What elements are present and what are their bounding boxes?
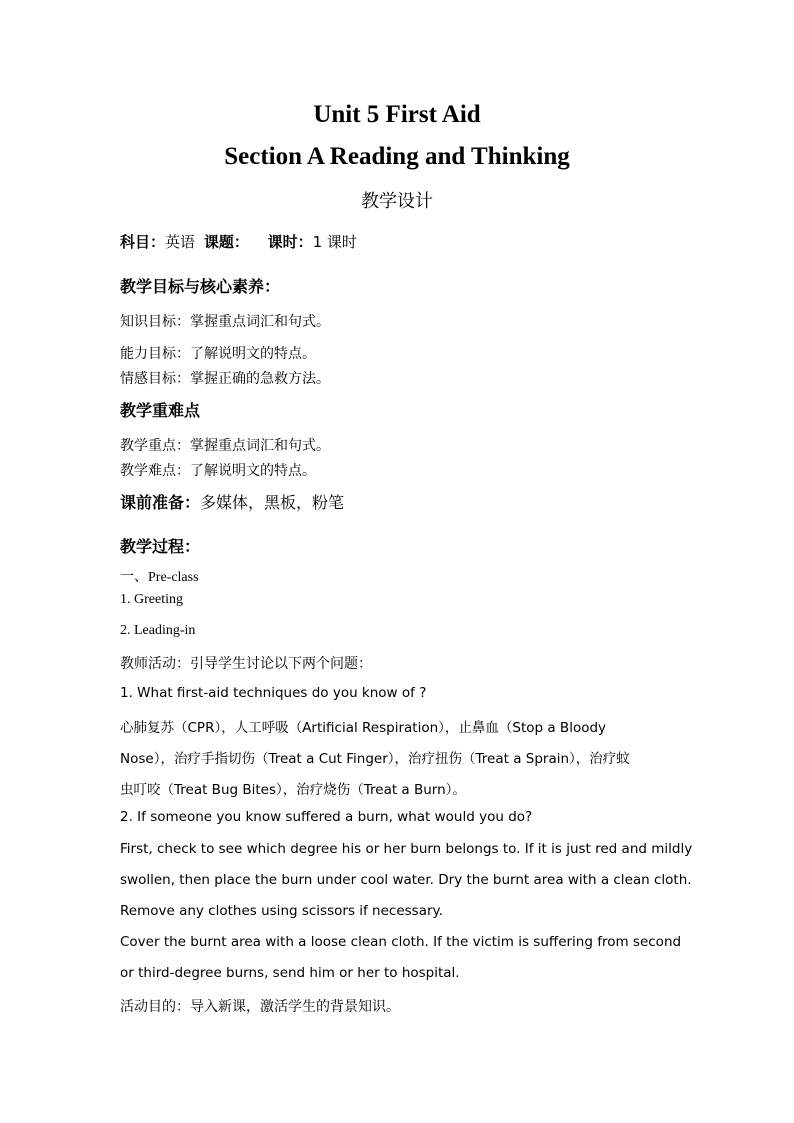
keypoint-item: 教学难点：了解说明文的特点。 bbox=[120, 463, 316, 479]
answer-2-line: swollen, then place the burn under cool water. Dry the burnt area with a clean cloth. bbox=[120, 872, 692, 888]
answer-2-line: Remove any clothes using scissors if necessary. bbox=[120, 903, 443, 919]
objective-item: 情感目标：掌握正确的急救方法。 bbox=[120, 371, 330, 387]
objectives-heading: 教学目标与核心素养： bbox=[120, 277, 281, 296]
question-1: 1. What first-aid techniques do you know of ? bbox=[120, 685, 427, 701]
teacher-activity: 教师活动：引导学生讨论以下两个问题： bbox=[120, 656, 372, 672]
keypoint-item: 教学重点：掌握重点词汇和句式。 bbox=[120, 438, 330, 454]
process-heading: 教学过程： bbox=[120, 537, 201, 556]
preparation-line bbox=[120, 490, 344, 513]
subject-value: 英语 bbox=[165, 233, 196, 251]
answer-2-line: or third-degree burns, send him or her to hospital. bbox=[120, 965, 460, 981]
answer-1-line: Nose），治疗手指切伤（Treat a Cut Finger），治疗扭伤（Treat a Sprain），治疗蚊 bbox=[120, 751, 630, 767]
process-step: 2. Leading-in bbox=[120, 623, 196, 638]
answer-2-line: Cover the burnt area with a loose clean cloth. If the victim is suffering from second bbox=[120, 934, 682, 950]
preparation-label: 课前准备： bbox=[120, 493, 201, 512]
activity-purpose: 活动目的：导入新课，激活学生的背景知识。 bbox=[120, 999, 400, 1015]
keypoints-heading: 教学重难点 bbox=[120, 401, 201, 420]
document-subtitle-section: Section A Reading and Thinking bbox=[224, 143, 570, 170]
process-step: 1. Greeting bbox=[120, 592, 183, 607]
objective-item: 知识目标：掌握重点词汇和句式。 bbox=[120, 314, 330, 330]
question-2: 2. If someone you know suffered a burn, what would you do? bbox=[120, 809, 533, 825]
period-value: 1 课时 bbox=[312, 233, 357, 251]
answer-1-line: 心肺复苏（CPR），人工呼吸（Artificial Respiration），止鼻血（Stop a Bloody bbox=[120, 720, 607, 736]
answer-1-line: 虫叮咬（Treat Bug Bites），治疗烧伤（Treat a Burn）。 bbox=[120, 782, 466, 798]
document-type-label: 教学设计 bbox=[361, 191, 433, 212]
objective-item: 能力目标：了解说明文的特点。 bbox=[120, 346, 316, 362]
course-meta-line bbox=[120, 231, 357, 252]
period-label: 课时： bbox=[267, 233, 313, 251]
section-heading: 一、Pre-class bbox=[120, 570, 199, 585]
answer-2-line: First, check to see which degree his or her burn belongs to. If it is just red and mildly bbox=[120, 841, 693, 857]
document-title: Unit 5 First Aid bbox=[313, 101, 481, 128]
topic-label: 课题： bbox=[203, 233, 249, 251]
preparation-value: 多媒体，黑板，粉笔 bbox=[200, 493, 345, 512]
subject-label: 科目： bbox=[120, 233, 166, 251]
